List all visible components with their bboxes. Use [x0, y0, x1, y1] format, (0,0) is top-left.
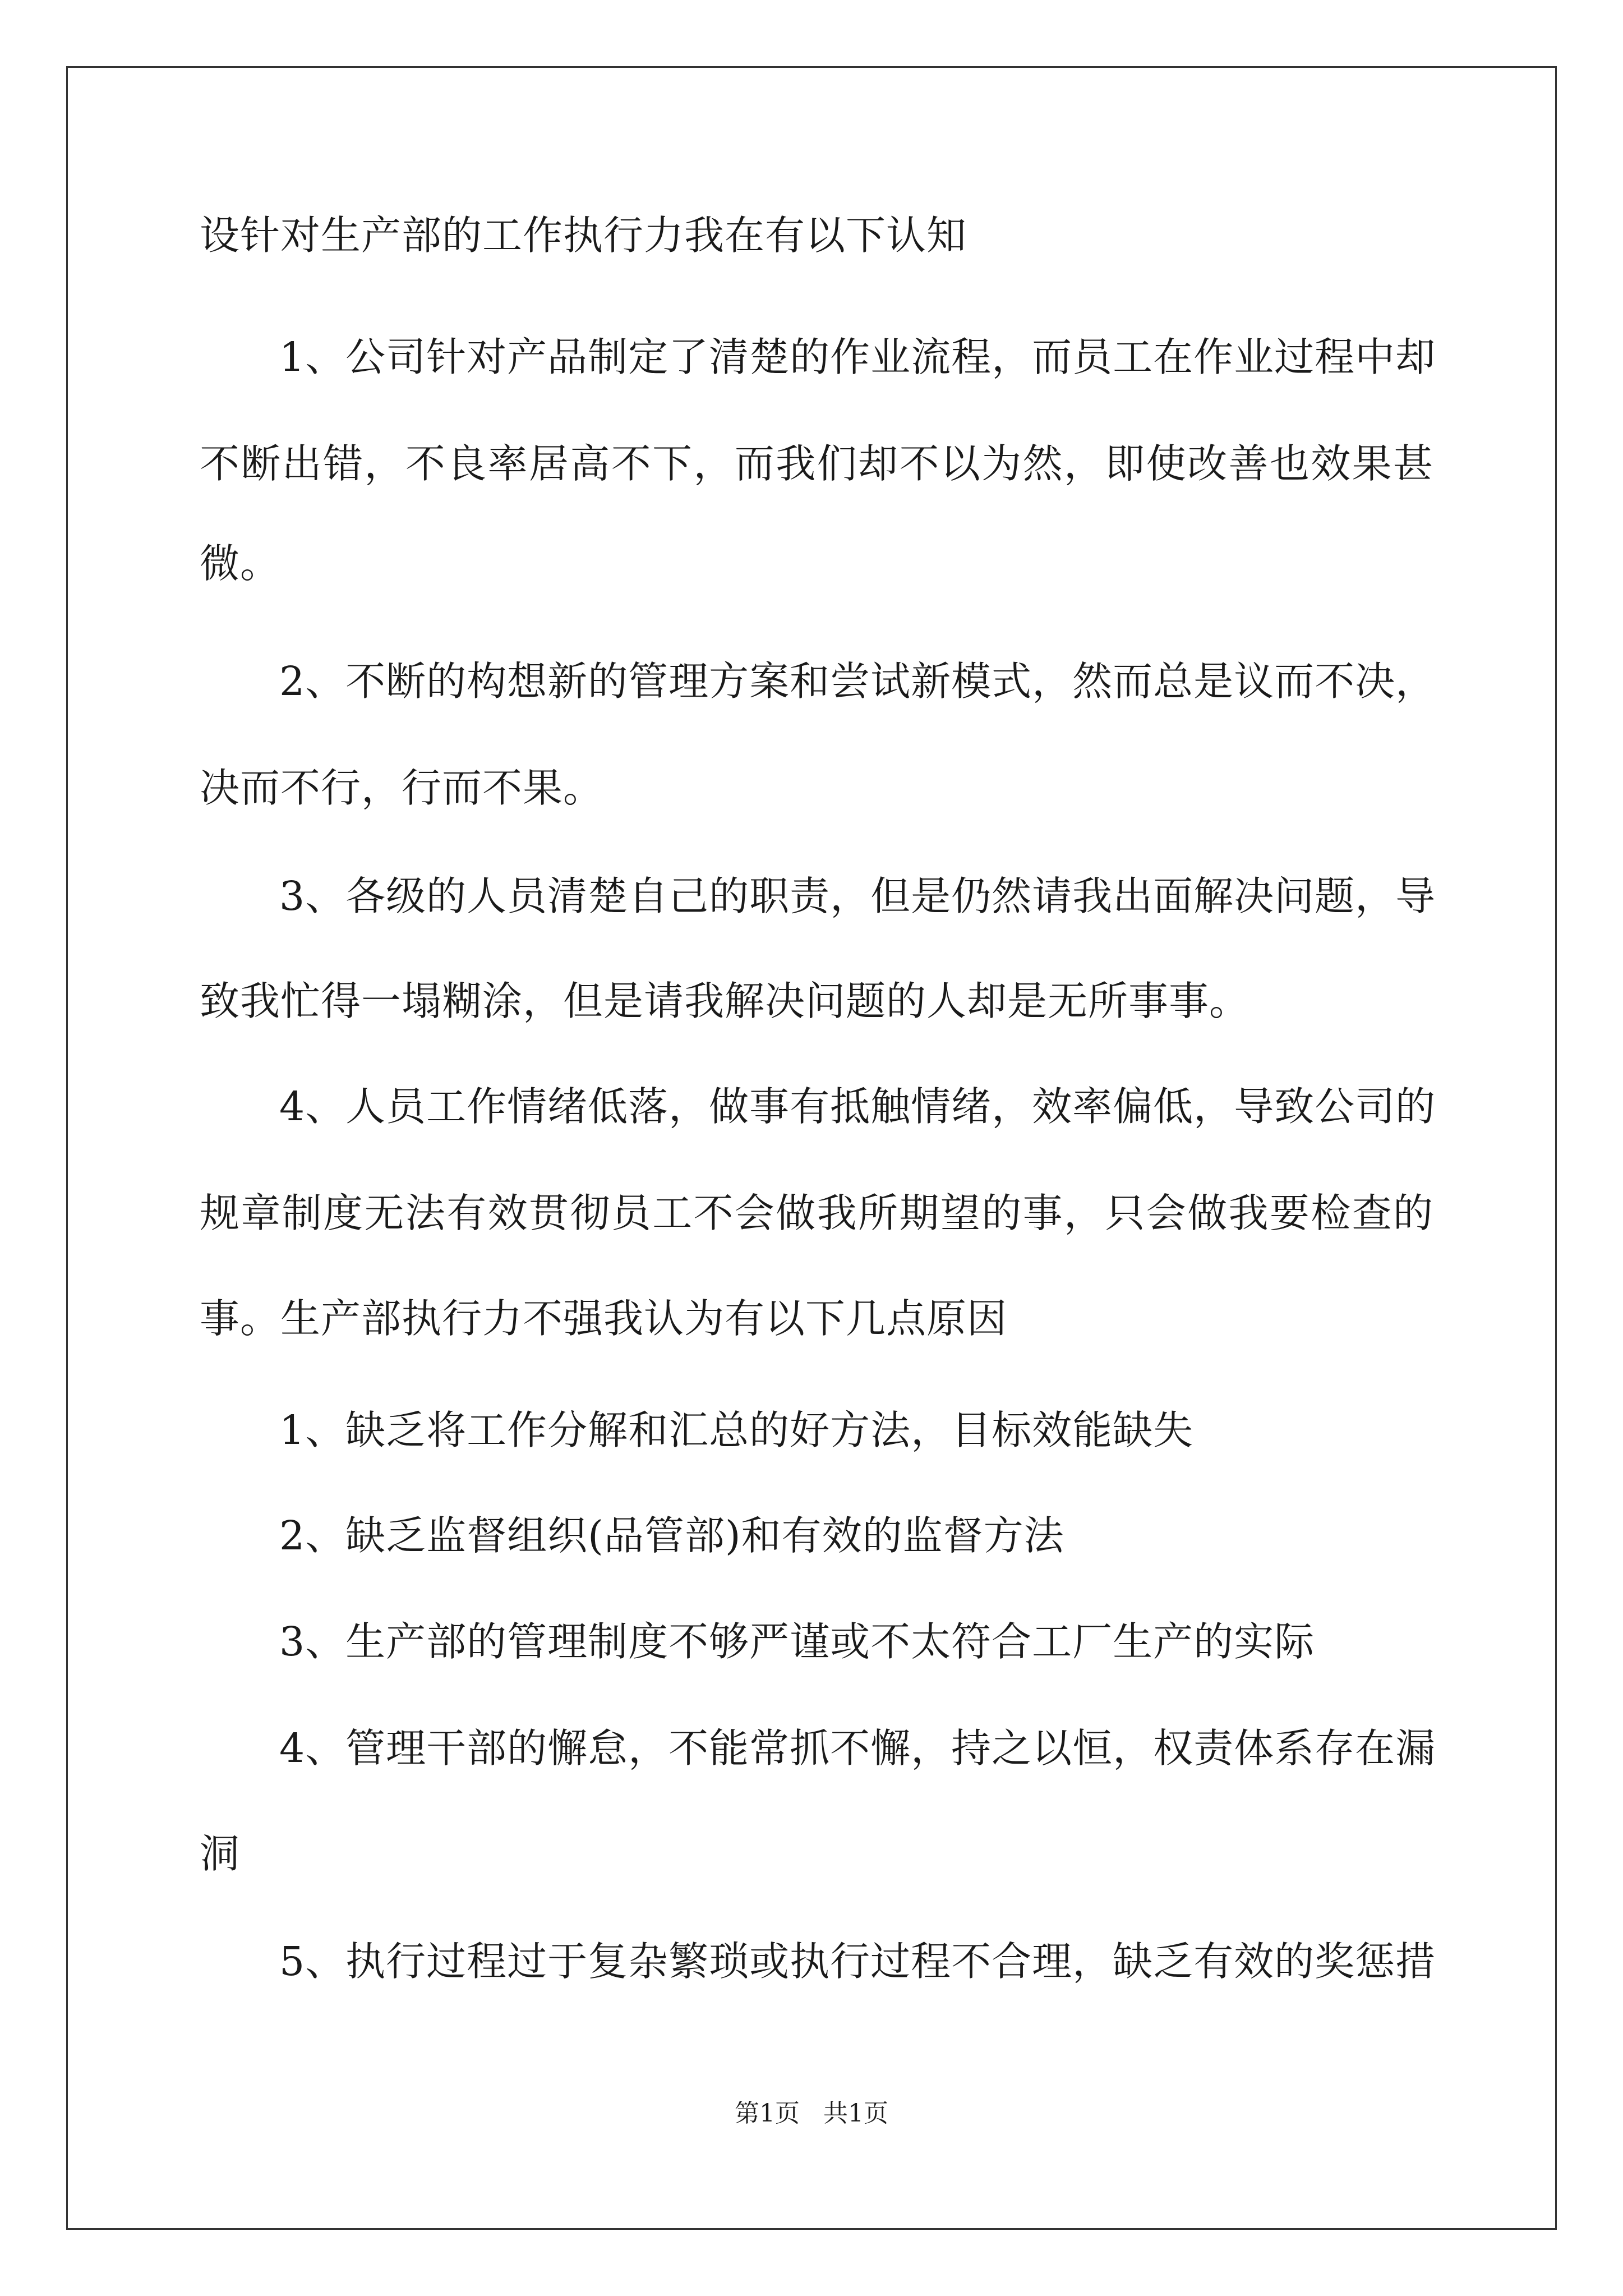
text-line-item-3a: 3、各级的人员清楚自己的职责，但是仍然请我出面解决问题，导	[279, 873, 1436, 919]
text-line-reason-3: 3、生产部的管理制度不够严谨或不太符合工厂生产的实际	[279, 1618, 1315, 1665]
text-line-item-4b: 规章制度无法有效贯彻员工不会做我所期望的事，只会做我要检查的	[200, 1190, 1433, 1236]
text-line-item-2b: 决而不行，行而不果。	[200, 765, 604, 811]
text-line-reason-1: 1、缺乏将工作分解和汇总的好方法，目标效能缺失	[279, 1407, 1194, 1453]
page-border	[66, 66, 1557, 2230]
text-line-item-1c: 微。	[200, 540, 281, 587]
text-line-reason-4b: 洞	[200, 1830, 241, 1877]
page-number-current: 第1页	[735, 2099, 800, 2128]
text-line-item-1a: 1、公司针对产品制定了清楚的作业流程，而员工在作业过程中却	[279, 334, 1436, 380]
text-line-item-4c: 事。生产部执行力不强我认为有以下几点原因	[200, 1295, 1008, 1342]
text-line-item-2a: 2、不断的构想新的管理方案和尝试新模式，然而总是议而不决，	[279, 658, 1436, 705]
text-line-reason-2: 2、缺乏监督组织(品管部)和有效的监督方法	[279, 1512, 1064, 1559]
text-line-item-4a: 4、人员工作情绪低落，做事有抵触情绪，效率偏低，导致公司的	[279, 1083, 1436, 1130]
text-line-reason-5a: 5、执行过程过于复杂繁琐或执行过程不合理，缺乏有效的奖惩措	[279, 1938, 1436, 1985]
page-number-total: 共1页	[823, 2099, 888, 2128]
text-line-intro: 设针对生产部的工作执行力我在有以下认知	[200, 212, 967, 259]
text-line-item-1b: 不断出错，不良率居高不下，而我们却不以为然，即使改善也效果甚	[200, 440, 1433, 487]
text-line-item-3b: 致我忙得一塌糊涂，但是请我解决问题的人却是无所事事。	[200, 978, 1250, 1024]
page-footer	[0, 2097, 1623, 2131]
text-line-reason-4a: 4、管理干部的懈怠，不能常抓不懈，持之以恒，权责体系存在漏	[279, 1725, 1436, 1772]
